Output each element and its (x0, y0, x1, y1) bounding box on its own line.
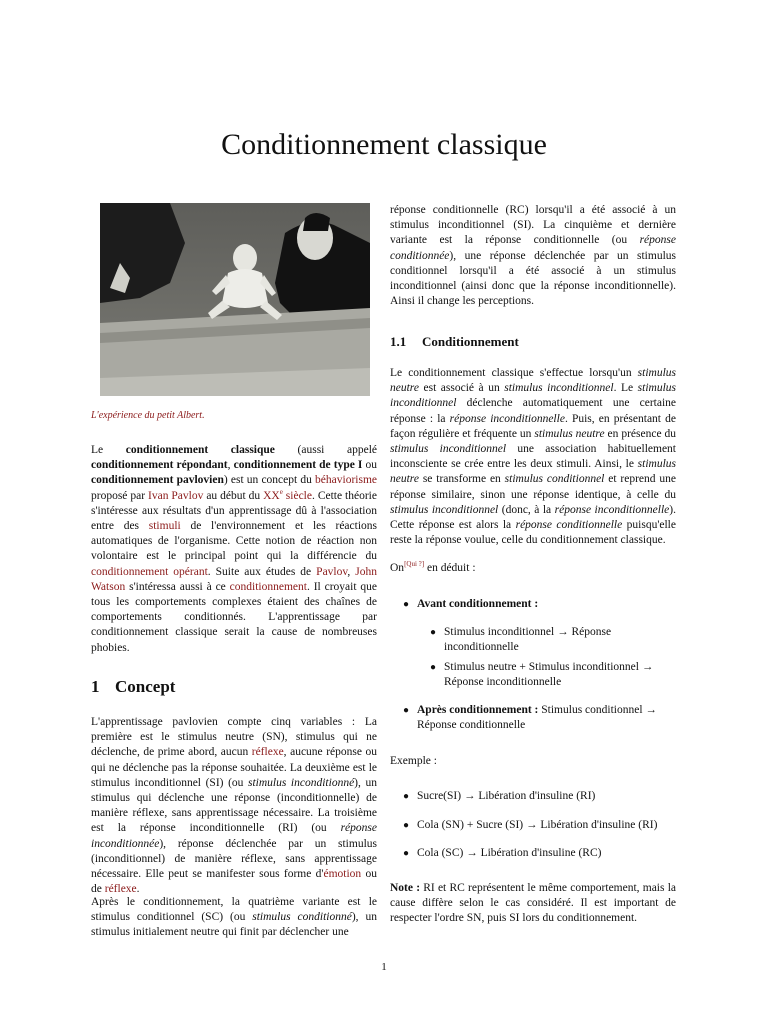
link-ivan-pavlov[interactable]: Ivan Pavlov (148, 489, 204, 502)
list-item: ● Après conditionnement : Stimulus conditionnel → Réponse conditionnelle (403, 704, 657, 732)
intro-paragraph: Le conditionnement classique (aussi appelé conditionnement répondant, conditionnement de type I ou conditionnement pavlovien) est un concept du béhaviorisme proposé par Ivan Pavlov au début du XXe siècle. Cette théorie s'intéresse aux résultats d'un apprentissage dû à l'association entre des stimuli de l'environnement et les réactions automatiques de l'organisme. Cette notion de réaction non volontaire est le principal point qui la différencie du conditionnement opérant. Suite aux études de Pavlov, John Watson s'intéressa aussi à ce conditionnement. Il croyait que tous les comportements complexes étaient des chaînes de comportements conditionnés. L'apprentissage par conditionnement classique serait la cause de nombreuses phobies. (91, 444, 378, 654)
section-heading-concept: 1 Concept (91, 677, 176, 696)
page-number: 1 (381, 961, 387, 973)
link-reflexe-2[interactable]: réflexe (104, 883, 137, 896)
example-label: Exemple : (390, 755, 437, 767)
page-title: Conditionnement classique (221, 128, 547, 162)
link-xxe-siecle[interactable]: XXe siècle (263, 487, 312, 502)
list-item: ● Sucre(SI) → Libération d'insuline (RI) (417, 789, 677, 804)
figure-photo (100, 203, 370, 396)
link-stimuli[interactable]: stimuli (148, 520, 181, 533)
conditioning-paragraph: Le conditionnement classique s'effectue lorsqu'un stimulus neutre est associé à un stimulus inconditionnel. Le stimulus inconditionnel déclenche automatiquement une certaine réponse : la réponse inconditionnelle. Puis, en présentant de façon régulière et fréquente un stimulus neutre en présence du stimulus inconditionnel une association habituellement inconsciente se crée entre les deux stimuli. Ainsi, le stimulus neutre se transforme en stimulus conditionnel et reprend une réponse similaire, sinon une réponse identique, à celle du stimulus inconditionnel (donc, à la réponse inconditionnelle). Cette réponse est alors la réponse conditionnelle puisqu'elle reste la réponse voulue, celle du conditionnement classique. (390, 367, 677, 547)
list-item: ● Cola (SN) + Sucre (SI) → Libération d'insuline (RI) (417, 818, 677, 833)
bullet-icon: ● (403, 599, 410, 610)
link-conditionnement-operant[interactable]: conditionnement opérant (91, 565, 208, 578)
link-pavlov[interactable]: Pavlov (316, 565, 348, 578)
concept-continued-paragraph: réponse conditionnelle (RC) lorsqu'il a été associé à un stimulus inconditionnel (SI). La cinquième et dernière variante est la réponse conditionnelle (ou réponse conditionnée), une réponse déclenchée par un stimulus conditionnel lorsqu'il a été associé à un stimulus inconditionnel (ainsi donc que la réponse inconditionnelle). Ainsi il change les perceptions. (390, 204, 676, 308)
link-behaviorisme[interactable]: béhaviorisme (315, 474, 377, 487)
bullet-icon: ● (403, 705, 410, 716)
link-reflexe[interactable]: réflexe (251, 746, 284, 759)
link-john-watson[interactable]: John Watson (91, 565, 377, 593)
bullet-icon: ● (403, 791, 410, 802)
note-paragraph: Note : RI et RC représentent le même comportement, mais la cause diffère selon le cas considéré. Il est important de respecter l'ordre SN, puis SI lors du conditionnement. (390, 882, 676, 925)
figure-caption: L'expérience du petit Albert. (91, 410, 205, 421)
deduction-line: On[Qui ?] en déduit : (390, 560, 476, 574)
bullet-icon: ● (430, 627, 437, 638)
link-emotion[interactable]: émotion (323, 868, 362, 881)
baby-albert-image (100, 203, 370, 396)
subsection-heading-conditionnement: 1.1 Conditionnement (390, 334, 519, 349)
list-item: ● Stimulus inconditionnel → Réponse inconditionnelle (430, 626, 612, 654)
citation-needed-link[interactable]: [Qui ?] (404, 560, 425, 569)
bullet-icon: ● (403, 848, 410, 859)
concept-paragraph-2: Après le conditionnement, la quatrième variante est le stimulus conditionnel (SC) (ou stimulus conditionné), un stimulus initialement neutre qui finit par déclencher une (91, 896, 377, 939)
bullet-icon: ● (430, 662, 437, 673)
list-item: ● Cola (SC) → Libération d'insuline (RC) (417, 846, 677, 861)
list-item: ● Avant conditionnement : (417, 597, 677, 612)
bullet-icon: ● (403, 820, 410, 831)
concept-paragraph-1: L'apprentissage pavlovien compte cinq variables : La première est le stimulus neutre (SN), stimulus qui ne déclenche, de prime abord, aucun réflexe, aucune réponse ou qui ne déclenche pas la réponse souhaitée. La deuxième est le stimulus inconditionnel (SI) (ou stimulus inconditionné), un stimulus qui déclenche une réponse (inconditionnelle) de manière réflexe, sans apprentissage nécessaire. La troisième est la réponse inconditionnelle (RI) (ou réponse inconditionnée), réponse déclenchée par un stimulus (inconditionnel) de manière réflexe, sans apprentissage nécessaire. Elle peut se manifester sous forme d'émotion ou de réflexe. (91, 716, 377, 896)
link-conditionnement[interactable]: conditionnement (229, 580, 307, 593)
list-item: ● Stimulus neutre + Stimulus inconditionnel → Réponse inconditionnelle (430, 661, 654, 689)
